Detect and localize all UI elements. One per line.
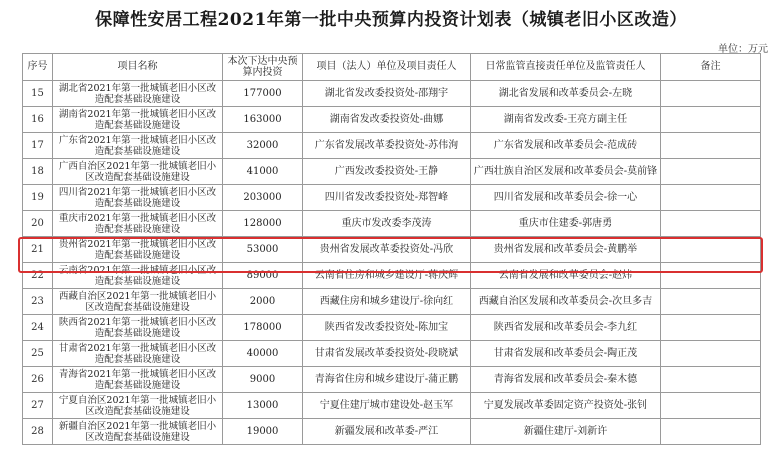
page-title: 保障性安居工程2021年第一批中央预算内投资计划表（城镇老旧小区改造） — [95, 10, 687, 30]
table-header-row — [23, 54, 761, 81]
cell-no: 26 — [23, 367, 53, 393]
cell-no: 19 — [23, 185, 53, 211]
cell-supervise: 广东省发展和改革委员会-范成砖 — [471, 133, 661, 159]
cell-supervise: 新疆住建厅-刘新许 — [471, 419, 661, 445]
cell-unit: 广西发改委投资处-王静 — [303, 159, 471, 185]
table-row — [23, 133, 761, 159]
cell-supervise: 甘肃省发展和改革委员会-陶正茂 — [471, 341, 661, 367]
cell-amount: 32000 — [223, 133, 303, 159]
cell-supervise: 西藏自治区发展和改革委员会-次旦多吉 — [471, 289, 661, 315]
cell-no: 20 — [23, 211, 53, 237]
cell-note — [661, 263, 761, 289]
cell-unit: 四川省发改委投资处-郑智峰 — [303, 185, 471, 211]
cell-note — [661, 107, 761, 133]
table-row — [23, 341, 761, 367]
cell-no: 22 — [23, 263, 53, 289]
cell-no: 24 — [23, 315, 53, 341]
cell-unit: 新疆发展和改革委-严江 — [303, 419, 471, 445]
table-row — [23, 315, 761, 341]
cell-supervise: 湖北省发展和改革委员会-左晓 — [471, 81, 661, 107]
cell-project: 西藏自治区2021年第一批城镇老旧小区改造配套基础设施建设 — [53, 289, 223, 315]
cell-note — [661, 133, 761, 159]
cell-amount: 9000 — [223, 367, 303, 393]
cell-unit: 湖南省发改委投资处-曲娜 — [303, 107, 471, 133]
cell-note — [661, 81, 761, 107]
table-row — [23, 419, 761, 445]
cell-amount: 2000 — [223, 289, 303, 315]
cell-amount: 177000 — [223, 81, 303, 107]
cell-note — [661, 185, 761, 211]
table-row-highlighted — [23, 237, 761, 263]
cell-project: 宁夏自治区2021年第一批城镇老旧小区改造配套基础设施建设 — [53, 393, 223, 419]
unit-note: 单位：万元 — [718, 44, 768, 55]
cell-unit: 西藏住房和城乡建设厅-徐向红 — [303, 289, 471, 315]
cell-no: 23 — [23, 289, 53, 315]
table-row — [23, 211, 761, 237]
header-no: 序号 — [23, 54, 53, 81]
cell-unit: 湖北省发改委投资处-邵翔宇 — [303, 81, 471, 107]
table-row — [23, 159, 761, 185]
cell-project: 陕西省2021年第一批城镇老旧小区改造配套基础设施建设 — [53, 315, 223, 341]
cell-note — [661, 393, 761, 419]
table-row — [23, 185, 761, 211]
cell-supervise: 重庆市住建委-郭唐勇 — [471, 211, 661, 237]
cell-unit: 广东省发展改革委投资处-苏伟洵 — [303, 133, 471, 159]
cell-amount: 128000 — [223, 211, 303, 237]
cell-note — [661, 419, 761, 445]
cell-supervise: 四川省发展和改革委员会-徐一心 — [471, 185, 661, 211]
cell-note — [661, 315, 761, 341]
cell-supervise: 云南省发展和改革委员会-赵炜 — [471, 263, 661, 289]
cell-no: 28 — [23, 419, 53, 445]
cell-no: 25 — [23, 341, 53, 367]
cell-amount: 203000 — [223, 185, 303, 211]
cell-amount: 41000 — [223, 159, 303, 185]
cell-project: 贵州省2021年第一批城镇老旧小区改造配套基础设施建设 — [53, 237, 223, 263]
cell-note — [661, 289, 761, 315]
cell-note — [661, 237, 761, 263]
cell-note — [661, 211, 761, 237]
cell-supervise: 陕西省发展和改革委员会-李九红 — [471, 315, 661, 341]
cell-project: 广西自治区2021年第一批城镇老旧小区改造配套基础设施建设 — [53, 159, 223, 185]
cell-supervise: 宁夏发展改革委固定资产投资处-张钊 — [471, 393, 661, 419]
cell-amount: 40000 — [223, 341, 303, 367]
cell-no: 18 — [23, 159, 53, 185]
cell-unit: 重庆市发改委李茂涛 — [303, 211, 471, 237]
cell-supervise: 湖南省发改委-王亮方副主任 — [471, 107, 661, 133]
cell-unit: 陕西省发改委投资处-陈加宝 — [303, 315, 471, 341]
table-row — [23, 107, 761, 133]
cell-amount: 163000 — [223, 107, 303, 133]
investment-plan-table — [22, 53, 761, 445]
cell-unit: 甘肃省发展改革委投资处-段晓斌 — [303, 341, 471, 367]
cell-unit: 宁夏住建厅城市建设处-赵玉军 — [303, 393, 471, 419]
cell-project: 湖北省2021年第一批城镇老旧小区改造配套基础设施建设 — [53, 81, 223, 107]
cell-no: 15 — [23, 81, 53, 107]
cell-project: 云南省2021年第一批城镇老旧小区改造配套基础设施建设 — [53, 263, 223, 289]
cell-supervise: 广西壮族自治区发展和改革委员会-莫前锋 — [471, 159, 661, 185]
cell-no: 16 — [23, 107, 53, 133]
table-row — [23, 393, 761, 419]
header-unit: 项目（法人）单位及项目责任人 — [303, 54, 471, 81]
cell-no: 21 — [23, 237, 53, 263]
cell-project: 重庆市2021年第一批城镇老旧小区改造配套基础设施建设 — [53, 211, 223, 237]
table-row — [23, 289, 761, 315]
cell-no: 27 — [23, 393, 53, 419]
cell-project: 广东省2021年第一批城镇老旧小区改造配套基础设施建设 — [53, 133, 223, 159]
cell-project: 四川省2021年第一批城镇老旧小区改造配套基础设施建设 — [53, 185, 223, 211]
cell-project: 青海省2021年第一批城镇老旧小区改造配套基础设施建设 — [53, 367, 223, 393]
header-note: 备注 — [661, 54, 761, 81]
header-project: 项目名称 — [53, 54, 223, 81]
cell-no: 17 — [23, 133, 53, 159]
cell-amount: 89000 — [223, 263, 303, 289]
table-row — [23, 81, 761, 107]
cell-amount: 13000 — [223, 393, 303, 419]
cell-unit: 云南省住房和城乡建设厅-蒋庆辉 — [303, 263, 471, 289]
cell-unit: 青海省住房和城乡建设厅-蒲正鹏 — [303, 367, 471, 393]
header-supervise: 日常监管直接责任单位及监管责任人 — [471, 54, 661, 81]
cell-project: 湖南省2021年第一批城镇老旧小区改造配套基础设施建设 — [53, 107, 223, 133]
cell-amount: 19000 — [223, 419, 303, 445]
cell-project: 甘肃省2021年第一批城镇老旧小区改造配套基础设施建设 — [53, 341, 223, 367]
cell-amount: 178000 — [223, 315, 303, 341]
cell-supervise: 贵州省发展和改革委员会-黄鹏举 — [471, 237, 661, 263]
table-row — [23, 263, 761, 289]
cell-note — [661, 159, 761, 185]
cell-project: 新疆自治区2021年第一批城镇老旧小区改造配套基础设施建设 — [53, 419, 223, 445]
cell-supervise: 青海省发展和改革委员会-秦木德 — [471, 367, 661, 393]
cell-note — [661, 341, 761, 367]
cell-amount: 53000 — [223, 237, 303, 263]
header-amount: 本次下达中央预算内投资 — [223, 54, 303, 81]
cell-note — [661, 367, 761, 393]
cell-unit: 贵州省发展改革委投资处-冯欣 — [303, 237, 471, 263]
table-row — [23, 367, 761, 393]
